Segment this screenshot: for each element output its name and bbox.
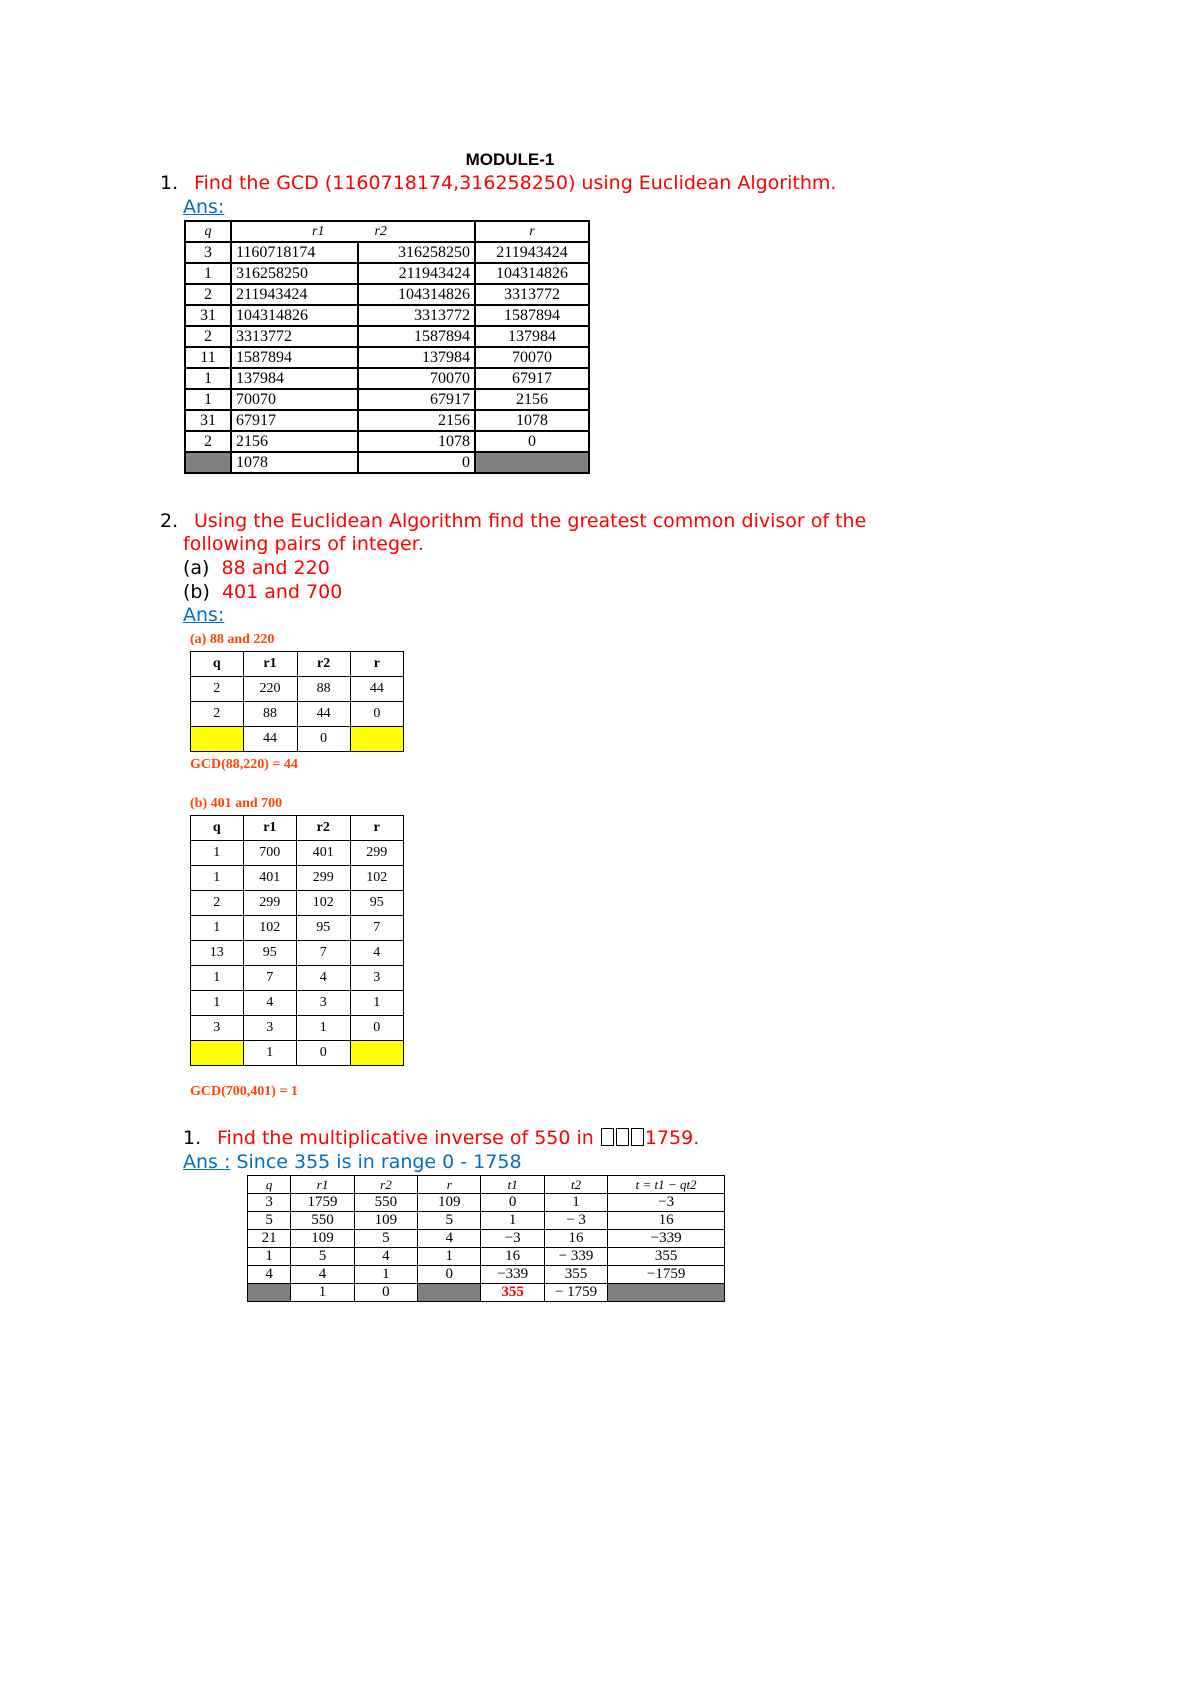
table-cell: 1 <box>350 991 404 1016</box>
table-cell: 401 <box>243 866 296 891</box>
table-cell: −339 <box>481 1266 544 1284</box>
table-row <box>185 431 589 452</box>
header-r1: r1 <box>291 1176 354 1194</box>
table-cell: 1 <box>191 866 244 891</box>
table-cell: 1 <box>248 1248 291 1266</box>
question-1-ans <box>183 196 224 219</box>
ans-label: Ans : <box>183 1151 231 1173</box>
missing-glyph-icon <box>616 1128 629 1146</box>
ans-label: Ans: <box>183 604 225 626</box>
table-cell: 31 <box>185 410 231 431</box>
table-cell: 4 <box>248 1266 291 1284</box>
question-2 <box>160 510 866 533</box>
table-cell <box>350 727 403 752</box>
table-cell: 1078 <box>475 410 589 431</box>
table-cell: 3 <box>350 966 404 991</box>
table-cell: 7 <box>297 941 350 966</box>
table-cell <box>185 452 231 473</box>
question-1 <box>160 172 836 195</box>
table-cell: 5 <box>354 1230 417 1248</box>
table-header-row <box>248 1176 725 1194</box>
table-cell: 1 <box>481 1212 544 1230</box>
question-1-text: Find the GCD (1160718174,316258250) using Euclidean Algorithm. <box>194 172 837 194</box>
table-row <box>185 242 589 263</box>
part-a-caption: (a) 88 and 220 <box>190 632 275 647</box>
question-3-number: 1. <box>183 1127 202 1149</box>
table-cell: 0 <box>354 1284 417 1302</box>
table-cell: 0 <box>475 431 589 452</box>
table-cell: 211943424 <box>358 263 475 284</box>
table-cell: 7 <box>243 966 296 991</box>
header-t2: t2 <box>544 1176 607 1194</box>
question-2-number: 2. <box>160 510 179 532</box>
table-cell: 95 <box>297 916 350 941</box>
table-cell: 220 <box>243 677 297 702</box>
header-r2: r2 <box>374 223 387 239</box>
question-3-text-after: 1759. <box>644 1127 700 1149</box>
table-row <box>185 410 589 431</box>
table-cell <box>608 1284 725 1302</box>
table-cell: 1 <box>185 389 231 410</box>
table-cell: 1 <box>191 841 244 866</box>
table-cell: 102 <box>243 916 296 941</box>
table-row <box>248 1284 725 1302</box>
table-cell: 316258250 <box>358 242 475 263</box>
table-cell: 299 <box>350 841 404 866</box>
header-r1-r2 <box>231 221 475 242</box>
table-cell: 137984 <box>475 326 589 347</box>
table-cell <box>248 1284 291 1302</box>
missing-glyph-icon <box>631 1128 644 1146</box>
table-row <box>191 702 404 727</box>
table-cell: 102 <box>350 866 404 891</box>
header-q: q <box>191 652 244 677</box>
table-cell: 1 <box>243 1041 296 1066</box>
table-cell: − 1759 <box>544 1284 607 1302</box>
table-cell: 1 <box>191 916 244 941</box>
table-cell: 5 <box>248 1212 291 1230</box>
table-row <box>191 866 404 891</box>
table-row <box>248 1230 725 1248</box>
table-cell: 2 <box>191 891 244 916</box>
table-cell: 550 <box>291 1212 354 1230</box>
question-3-ans <box>183 1151 522 1174</box>
ans-label: Ans: <box>183 196 225 218</box>
table-cell: 1078 <box>358 431 475 452</box>
table-cell: 3313772 <box>231 326 358 347</box>
table-row <box>248 1266 725 1284</box>
table-cell: 1 <box>544 1194 607 1212</box>
table-cell: 3 <box>185 242 231 263</box>
table-cell: 299 <box>243 891 296 916</box>
table-row <box>185 368 589 389</box>
table-cell: −339 <box>608 1230 725 1248</box>
table-cell: 401 <box>297 841 350 866</box>
table-cell: 109 <box>354 1212 417 1230</box>
table-cell: 5 <box>291 1248 354 1266</box>
header-q: q <box>185 221 231 242</box>
inverse-table <box>247 1175 725 1302</box>
table-cell: 1 <box>191 966 244 991</box>
question-2-a <box>183 557 330 580</box>
question-2-text-line1: Using the Euclidean Algorithm find the greatest common divisor of the <box>194 510 867 532</box>
table-cell <box>191 727 244 752</box>
table-cell: 104314826 <box>475 263 589 284</box>
table-cell: 0 <box>350 1016 404 1041</box>
table-cell: 102 <box>297 891 350 916</box>
table-cell: 21 <box>248 1230 291 1248</box>
table-cell: 13 <box>191 941 244 966</box>
table-cell: 4 <box>418 1230 481 1248</box>
table-cell: 3313772 <box>475 284 589 305</box>
table-cell: 109 <box>291 1230 354 1248</box>
table-cell: 299 <box>297 866 350 891</box>
table-cell: 211943424 <box>231 284 358 305</box>
header-t: t = t1 − qt2 <box>608 1176 725 1194</box>
table-cell: 2 <box>185 431 231 452</box>
table-cell: 67917 <box>358 389 475 410</box>
table-cell: 2 <box>185 326 231 347</box>
table-cell: 1 <box>418 1248 481 1266</box>
table-row <box>191 941 404 966</box>
table-cell: 0 <box>350 702 403 727</box>
table-row <box>185 326 589 347</box>
gcd-table-1 <box>184 220 590 474</box>
table-row <box>191 991 404 1016</box>
part-b-text: 401 and 700 <box>221 581 343 603</box>
table-cell: 1078 <box>231 452 358 473</box>
table-cell: 1759 <box>291 1194 354 1212</box>
missing-glyph-icon <box>601 1128 614 1146</box>
header-r1: r1 <box>243 816 296 841</box>
header-t1: t1 <box>481 1176 544 1194</box>
part-a-text: 88 and 220 <box>221 557 330 579</box>
table-cell: 88 <box>297 677 350 702</box>
question-2-ans <box>183 604 224 627</box>
part-b-result: GCD(700,401) = 1 <box>190 1084 298 1099</box>
table-row <box>185 452 589 473</box>
header-r2: r2 <box>297 652 350 677</box>
header-r1: r1 <box>312 223 325 239</box>
part-b-label: (b) <box>183 581 210 603</box>
table-cell: 355 <box>544 1266 607 1284</box>
table-cell: 104314826 <box>358 284 475 305</box>
table-cell: 355 <box>481 1284 544 1302</box>
table-header-row <box>191 816 404 841</box>
gcd-table-b <box>190 815 404 1066</box>
table-cell: 1 <box>291 1284 354 1302</box>
table-cell: 44 <box>243 727 297 752</box>
table-cell: 3313772 <box>358 305 475 326</box>
table-cell: 70070 <box>475 347 589 368</box>
table-row <box>191 891 404 916</box>
table-cell: 95 <box>243 941 296 966</box>
table-cell: 1587894 <box>475 305 589 326</box>
table-cell: 1 <box>185 263 231 284</box>
table-row <box>191 916 404 941</box>
table-cell: 31 <box>185 305 231 326</box>
table-cell: 95 <box>350 891 404 916</box>
header-r2: r2 <box>297 816 350 841</box>
header-r: r <box>418 1176 481 1194</box>
table-cell: 7 <box>350 916 404 941</box>
table-cell: 4 <box>243 991 296 1016</box>
question-3 <box>183 1127 699 1150</box>
table-cell: 1587894 <box>231 347 358 368</box>
table-cell: 16 <box>608 1212 725 1230</box>
table-cell: −3 <box>481 1230 544 1248</box>
table-row <box>191 1016 404 1041</box>
header-r1: r1 <box>243 652 297 677</box>
table-row <box>185 305 589 326</box>
table-cell: 1 <box>354 1266 417 1284</box>
table-cell: 4 <box>350 941 404 966</box>
table-cell: − 339 <box>544 1248 607 1266</box>
table-row <box>248 1194 725 1212</box>
part-b-caption: (b) 401 and 700 <box>190 796 283 811</box>
ans-text: Since 355 is in range 0 - 1758 <box>236 1151 522 1173</box>
table-cell: 1587894 <box>358 326 475 347</box>
table-cell: 137984 <box>358 347 475 368</box>
table-cell: 0 <box>297 727 350 752</box>
table-cell: 3 <box>191 1016 244 1041</box>
table-row <box>191 677 404 702</box>
question-1-number: 1. <box>160 172 179 194</box>
table-cell: 1 <box>185 368 231 389</box>
table-cell: 2 <box>185 284 231 305</box>
table-cell: 104314826 <box>231 305 358 326</box>
table-header-row <box>191 652 404 677</box>
table-cell: 5 <box>418 1212 481 1230</box>
table-cell <box>475 452 589 473</box>
table-row <box>185 263 589 284</box>
table-row <box>191 841 404 866</box>
table-cell: 3 <box>243 1016 296 1041</box>
table-cell <box>418 1284 481 1302</box>
table-row <box>191 966 404 991</box>
table-cell: 44 <box>297 702 350 727</box>
table-cell: 550 <box>354 1194 417 1212</box>
part-a-result: GCD(88,220) = 44 <box>190 757 298 772</box>
table-cell: −1759 <box>608 1266 725 1284</box>
table-cell: 109 <box>418 1194 481 1212</box>
table-cell: 44 <box>350 677 403 702</box>
table-cell: 137984 <box>231 368 358 389</box>
table-cell: 2156 <box>231 431 358 452</box>
table-cell: 211943424 <box>475 242 589 263</box>
table-cell: 11 <box>185 347 231 368</box>
question-2-line2: following pairs of integer. <box>183 533 424 555</box>
table-cell: 70070 <box>358 368 475 389</box>
table-cell: 0 <box>418 1266 481 1284</box>
table-cell: 16 <box>544 1230 607 1248</box>
table-cell: 2156 <box>475 389 589 410</box>
table-cell: −3 <box>608 1194 725 1212</box>
table-cell: 1160718174 <box>231 242 358 263</box>
part-a-label: (a) <box>183 557 210 579</box>
table-cell: 1 <box>191 991 244 1016</box>
table-row <box>191 727 404 752</box>
table-row <box>191 1041 404 1066</box>
table-row <box>185 284 589 305</box>
table-cell: 70070 <box>231 389 358 410</box>
header-r: r <box>350 652 403 677</box>
table-cell: 1 <box>297 1016 350 1041</box>
page-title: MODULE-1 <box>465 150 555 169</box>
table-cell: 67917 <box>475 368 589 389</box>
table-cell: 2156 <box>358 410 475 431</box>
table-cell: 2 <box>191 702 244 727</box>
table-cell: 700 <box>243 841 296 866</box>
table-cell: 316258250 <box>231 263 358 284</box>
header-r2: r2 <box>354 1176 417 1194</box>
table-cell: 3 <box>297 991 350 1016</box>
table-cell: − 3 <box>544 1212 607 1230</box>
question-3-text-before: Find the multiplicative inverse of 550 in <box>217 1127 594 1149</box>
table-row <box>185 347 589 368</box>
table-cell: 2 <box>191 677 244 702</box>
table-row <box>248 1212 725 1230</box>
table-header-row <box>185 221 589 242</box>
table-cell: 0 <box>297 1041 350 1066</box>
table-cell <box>350 1041 404 1066</box>
table-cell: 3 <box>248 1194 291 1212</box>
table-cell: 0 <box>358 452 475 473</box>
table-row <box>185 389 589 410</box>
header-q: q <box>248 1176 291 1194</box>
table-cell: 88 <box>243 702 297 727</box>
table-cell: 4 <box>291 1266 354 1284</box>
table-cell <box>191 1041 244 1066</box>
table-cell: 4 <box>297 966 350 991</box>
header-r: r <box>350 816 404 841</box>
table-cell: 355 <box>608 1248 725 1266</box>
header-r: r <box>475 221 589 242</box>
table-cell: 16 <box>481 1248 544 1266</box>
question-2-b <box>183 581 342 604</box>
table-cell: 4 <box>354 1248 417 1266</box>
table-cell: 67917 <box>231 410 358 431</box>
table-cell: 0 <box>481 1194 544 1212</box>
table-row <box>248 1248 725 1266</box>
header-q: q <box>191 816 244 841</box>
gcd-table-a <box>190 651 404 752</box>
